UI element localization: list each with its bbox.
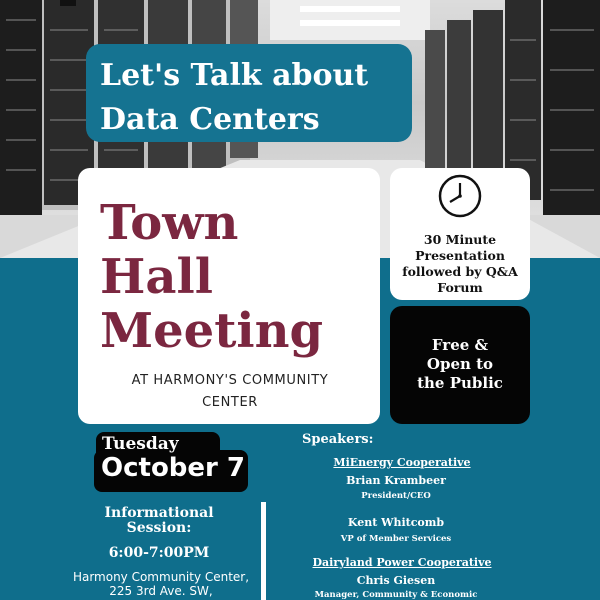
session-title-line-1: Informational xyxy=(104,505,214,521)
vertical-divider xyxy=(261,502,266,600)
speaker-2-name: Kent Whitcomb xyxy=(347,516,445,529)
title-line-3: Meeting xyxy=(100,303,324,359)
speaker-2-title: VP of Member Services xyxy=(340,534,452,544)
session-address xyxy=(66,570,256,598)
headline-line-2: Data Centers xyxy=(100,102,320,137)
session-title-line-2: Session: xyxy=(126,520,192,536)
title-line-2: Hall xyxy=(100,249,213,305)
speaker-1-name: Brian Krambeer xyxy=(346,474,446,487)
event-title xyxy=(100,196,370,358)
title-line-1: Town xyxy=(100,195,239,251)
headline xyxy=(100,54,410,142)
presentation-line-2: Presentation xyxy=(415,248,505,263)
session-title xyxy=(92,506,226,536)
presentation-info xyxy=(392,232,528,296)
event-day: Tuesday xyxy=(102,434,179,454)
speaker-org-2: Dairyland Power Cooperative xyxy=(312,556,492,569)
presentation-line-3: followed by Q&A xyxy=(402,264,518,279)
free-line-3: the Public xyxy=(417,374,503,392)
venue xyxy=(90,370,370,414)
free-info xyxy=(396,336,524,393)
speaker-3-name: Chris Giesen xyxy=(356,574,436,587)
session-time: 6:00-7:00PM xyxy=(108,545,210,561)
address-line-2: 225 3rd Ave. SW, xyxy=(109,584,213,598)
free-line-2: Open to xyxy=(426,355,494,373)
speaker-1-title: President/CEO xyxy=(361,491,431,501)
logo-mark xyxy=(60,0,76,6)
presentation-line-1: 30 Minute xyxy=(423,232,497,247)
speakers-heading: Speakers: xyxy=(302,432,374,447)
clock-icon xyxy=(436,172,484,220)
headline-line-1: Let's Talk about xyxy=(100,58,369,93)
speaker-org-1: MiEnergy Cooperative xyxy=(333,456,471,469)
presentation-line-4: Forum xyxy=(437,280,483,295)
venue-line-1: AT HARMONY'S COMMUNITY xyxy=(131,373,329,388)
free-line-1: Free & xyxy=(431,336,489,354)
event-date: October 7 xyxy=(101,453,246,483)
venue-line-2: CENTER xyxy=(202,395,258,410)
address-line-1: Harmony Community Center, xyxy=(72,570,250,584)
speaker-3-title: Manager, Community & Economic xyxy=(314,590,478,600)
